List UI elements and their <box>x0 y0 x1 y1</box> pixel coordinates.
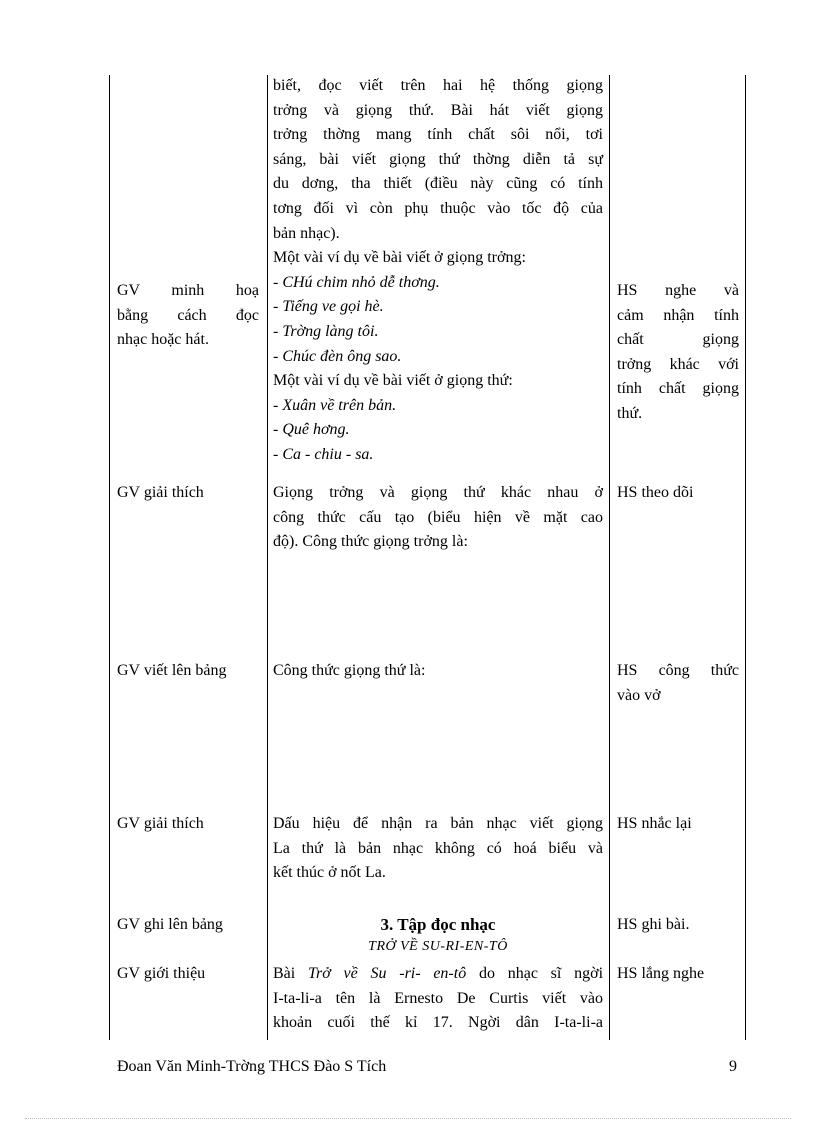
footer-author: Đoan Văn Minh-Trờng THCS Đào S Tích <box>117 1058 387 1075</box>
text-line: biết, đọc viết trên hai hệ thống giọng <box>273 77 603 94</box>
section-heading-block <box>273 913 603 956</box>
text-line: tính chất giọng <box>617 380 739 398</box>
major-example: - Chúc đèn ông sao. <box>273 347 402 365</box>
explanation-text <box>273 74 603 468</box>
text-segment: do nhạc sĩ ngời <box>466 965 604 982</box>
text-line: I-ta-li-a tên là Ernesto De Curtis viết vào <box>273 989 603 1007</box>
text-line: trởng thờng mang tính chất sôi nổi, tơi <box>273 126 603 144</box>
text-line: chất giọng <box>617 331 739 349</box>
text-line: vào vở <box>617 686 661 704</box>
table-border-col2 <box>609 75 610 1040</box>
song-intro-text <box>273 962 603 1036</box>
table-border-col1 <box>267 75 268 1040</box>
minor-examples-intro: Một vài ví dụ về bài viết ở giọng thứ: <box>273 372 513 390</box>
major-scale-formula-text <box>273 481 603 555</box>
student-activity-repeat: HS nhắc lại <box>617 815 692 832</box>
student-activity-follow: HS theo dõi <box>617 484 694 501</box>
text-line: HS nghe và <box>617 282 739 299</box>
minor-example: - Xuân về trên bản. <box>273 396 397 414</box>
text-line: Giọng trởng và giọng thứ khác nhau ở <box>273 484 603 501</box>
teacher-activity-demo <box>117 279 259 353</box>
major-example: - Tiếng ve gọi hè. <box>273 298 384 316</box>
text-line: nhạc hoặc hát. <box>117 331 209 349</box>
table-border-right <box>745 75 746 1040</box>
teacher-activity-board: GV ghi lên bảng <box>117 916 223 933</box>
section-heading: 3. Tập đọc nhạc <box>380 915 496 934</box>
text-line: tơng đối vì còn phụ thuộc vào tốc độ của <box>273 199 603 217</box>
major-example: - CHú chim nhỏ dễ thơng. <box>273 273 440 291</box>
table-border-left <box>109 75 110 1040</box>
text-line: độ). Công thức giọng trởng là: <box>273 533 468 551</box>
text-line: công thức cấu tạo (biểu hiện về mặt cao <box>273 508 603 526</box>
text-line: bằng cách đọc <box>117 306 259 324</box>
song-title-inline: Trở về Su -ri- en-tô <box>307 965 467 982</box>
text-line: trởng và giọng thứ. Bài hát viết giọng <box>273 101 603 119</box>
teacher-activity-explain: GV giải thích <box>117 484 204 501</box>
text-line: kết thúc ở nốt La. <box>273 864 386 882</box>
student-activity-notes: HS ghi bài. <box>617 916 690 933</box>
minor-example: - Quê hơng. <box>273 421 350 439</box>
minor-example: - Ca - chiu - sa. <box>273 445 374 463</box>
text-line: cảm nhận tính <box>617 306 739 324</box>
text-line: HS công thức <box>617 662 739 679</box>
text-line: sáng, bài viết giọng thứ thờng diễn tả sự <box>273 150 603 168</box>
teacher-activity-write: GV viết lên bảng <box>117 662 227 679</box>
text-line: Dấu hiệu để nhận ra bản nhạc viết giọng <box>273 815 603 832</box>
teacher-activity-explain-2: GV giải thích <box>117 815 204 832</box>
a-minor-sign-text <box>273 812 603 886</box>
text-line: thứ. <box>617 404 643 422</box>
text-line: du dơng, tha thiết (điều này cũng có tính <box>273 175 603 193</box>
text-line: GV minh hoạ <box>117 282 259 299</box>
teacher-activity-introduce: GV giới thiệu <box>117 965 206 982</box>
page-bottom-divider <box>25 1118 791 1119</box>
major-example: - Trờng làng tôi. <box>273 322 379 340</box>
text-segment: Bài <box>273 965 308 982</box>
text-line: La thứ là bản nhạc không có hoá biểu và <box>273 839 603 857</box>
text-line: trởng khác với <box>617 355 739 373</box>
student-activity-listen <box>617 279 739 427</box>
student-activity-listen-2: HS lắng nghe <box>617 965 705 982</box>
page-number: 9 <box>729 1058 737 1075</box>
minor-scale-formula-text: Công thức giọng thứ là: <box>273 662 426 679</box>
text-line: bản nhạc). <box>273 224 340 242</box>
student-activity-copy <box>617 659 739 708</box>
song-title: TRỞ VỀ SU-RI-EN-TÔ <box>368 938 508 954</box>
text-line: khoản cuối thế kỉ 17. Ngời dân I-ta-li-a <box>273 1014 603 1032</box>
major-examples-intro: Một vài ví dụ về bài viết ở giọng trởng: <box>273 249 526 267</box>
text-line <box>273 962 603 987</box>
